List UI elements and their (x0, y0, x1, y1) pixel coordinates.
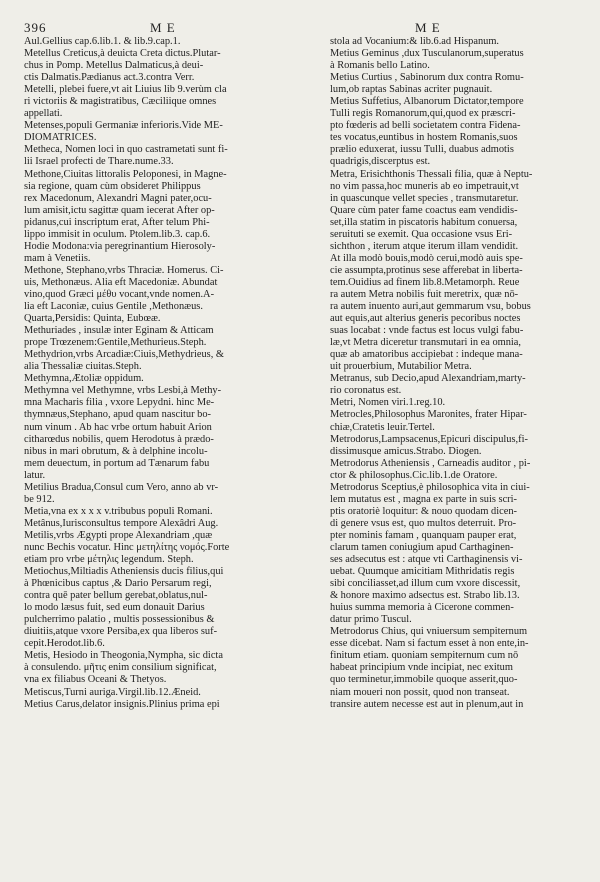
entry-line: Metelli, plebei fuere,vt ait Liuius lib 9.verùm cla (24, 84, 227, 96)
entry-line: ctis Dalmatis.Pædianus act.3.contra Verr. (24, 72, 195, 84)
dictionary-entry (24, 482, 316, 506)
entry-line: uis, Methonæus. Alia eft Macedoniæ. Abundat (24, 276, 218, 288)
entry-line: Metius Carus,delator insignis.Plinius prima epi (24, 698, 220, 710)
entry-line: be 912. (24, 493, 55, 505)
entry-line: pto fœderis ad belli societatem contra Fidena- (330, 120, 521, 132)
dictionary-entry (330, 458, 584, 482)
entry-line: num vinum . Ab hac vrbe ortum habuit Arion (24, 421, 212, 433)
entry-line: ri victoriis & magistratibus, Cæciliique omnes (24, 96, 217, 108)
entry-line: Metius Suffetius, Albanorum Dictator,tempore (330, 96, 524, 108)
entry-line: & honore maximo adsectus est. Strabo lib.13. (330, 590, 520, 602)
entry-line: Metranus, sub Decio,apud Alexandriam,marty- (330, 373, 526, 385)
dictionary-entry (330, 397, 584, 409)
entry-line: contra quē pater bellum gerebat,oblatus,nul- (24, 590, 208, 602)
entry-line: pulcherrimo palatio , multis possessionibus & (24, 614, 215, 626)
entry-line: DIOMATRICES. (24, 132, 97, 144)
entry-line: vino,quod Græci μέθυ vocant,vnde nomen.A- (24, 288, 215, 300)
entry-line: uit prouerbium, Mutabilior Metra. (330, 361, 472, 373)
entry-line: Metiochus,Miltiadis Atheniensis ducis filius,qui (24, 566, 224, 578)
entry-line: nunc Bechis vocatur. Hinc μετηλίτης νομός.Forte (24, 541, 230, 553)
dictionary-entry (24, 144, 316, 168)
dictionary-entry (330, 72, 584, 96)
entry-line: Metiscus,Turni auriga.Virgil.lib.12.Æneid. (24, 686, 201, 698)
entry-line: rio coronatus est. (330, 385, 402, 397)
entry-line: Metia,vna ex x x x v.tribubus populi Romani. (24, 505, 213, 517)
entry-line: diuitiis,atque vxore Persiba,ex qua liberos suf- (24, 626, 218, 638)
entry-line: lii Israel profecti de Thare.nume.33. (24, 156, 174, 168)
entry-line: Metrodorus Sceptius,è philosophica vita in ciui- (330, 481, 530, 493)
entry-line: ses adsecutus est : atque vti Carthaginensis vi- (330, 554, 523, 566)
entry-line: thymnæus,Stephano, apud quam nascitur bo- (24, 409, 212, 421)
entry-line: à Phœnicibus captus ,& Dario Persarum regi, (24, 578, 212, 590)
entry-line: Tulli regis Romanorum,qui,quod ex præscri- (330, 108, 516, 120)
entry-line: prope Trœzenem:Gentile,Methurieus.Steph. (24, 337, 207, 349)
entry-line: appellati. (24, 108, 63, 120)
entry-line: Metânus,Iurisconsultus tempore Alexâdri Aug. (24, 517, 219, 529)
entry-line: lia eft Laconiæ, cuius Gentile ,Methonæus. (24, 301, 203, 313)
entry-line: Metra, Erisichthonis Thessali filia, quæ à Neptu- (330, 168, 533, 180)
dictionary-entry (330, 434, 584, 458)
page-number: 396 (24, 20, 47, 35)
dictionary-entry (24, 84, 316, 120)
entry-line: set,illa statim in piscatoris habitum conuersa, (330, 216, 518, 228)
entry-line: Metius Curtius , Sabinorum dux contra Romu- (330, 72, 524, 84)
entry-line: tes vocatus,euntibus in hostem Romanis,suos (330, 132, 518, 144)
entry-line: chus in Pomp. Metellus Dalmaticus,à deui- (24, 60, 204, 72)
entry-line: cie assumpta,protinus sese afferebat in liberta- (330, 264, 523, 276)
running-head-left: M E (150, 20, 176, 35)
entry-line: lum amisit,ictu sagittæ quam iecerat After op- (24, 204, 215, 216)
entry-line: dissimusque amicus.Strabo. Diogen. (330, 445, 482, 457)
entry-line: stola ad Vocanium:& lib.6.ad Hispanum. (330, 36, 500, 47)
entry-line: Quare cùm pater fame coactus eam vendidis- (330, 204, 518, 216)
entry-line: Methone,Ciuitas littoralis Peloponesi, in Magne- (24, 168, 227, 180)
entry-line: Methymna vel Methymne, vrbs Lesbi,à Methy- (24, 385, 222, 397)
entry-line: Metrodorus Atheniensis , Carneadis auditor , pi- (330, 457, 531, 469)
entry-line: Metius Geminus ,dux Tusculanorum,superatus (330, 48, 524, 60)
entry-line: latur. (24, 469, 46, 481)
entry-line: pter nominis famam , quanquam pauper erat, (330, 529, 517, 541)
entry-line: niam moueri non possit, quod non transeat. (330, 686, 510, 698)
dictionary-entry (24, 265, 316, 325)
entry-line: Aul.Gellius cap.6.lib.1. & lib.9.cap.1. (24, 36, 181, 47)
dictionary-entry (24, 506, 316, 518)
entry-line: huius summa memoria à Cicerone commen- (330, 602, 514, 614)
left-column (24, 36, 316, 711)
dictionary-entry (24, 325, 316, 349)
entry-line: mem deuectum, in portum ad Tænarum fabu (24, 457, 210, 469)
right-column (330, 36, 584, 711)
entry-line: Methydrion,vrbs Arcadiæ:Ciuis,Methydrieus, & (24, 349, 225, 361)
entry-line: pidanus,cui inscriptum erat, After telum Phi- (24, 216, 210, 228)
entry-line: Metrodorus Chius, qui vniuersum sempiternum (330, 626, 528, 638)
entry-line: Metilius Bradua,Consul cum Vero, anno ab vr- (24, 481, 219, 493)
entry-line: alia Thessaliæ ciuitas.Steph. (24, 361, 142, 373)
entry-line: Metilis,vrbs Ægypti prope Alexandriam ,quæ (24, 529, 213, 541)
entry-line: tem.Ouidius ad finem lib.8.Metamorph. Reue (330, 276, 520, 288)
dictionary-entry (24, 687, 316, 699)
dictionary-entry (330, 482, 584, 627)
entry-line: Methymna,Ætoliæ oppidum. (24, 373, 144, 385)
dictionary-entry (24, 518, 316, 530)
entry-line: esse dicebat. Nam si factum esset à non ente,in- (330, 638, 529, 650)
entry-line: seruituti se exemit. Qua occasione vsus Eri- (330, 228, 513, 240)
entry-line: finitum etiam. quoniam sempiternum cum nō (330, 650, 519, 662)
entry-line: transire autem necesse est aut in plenum,aut in (330, 698, 524, 710)
entry-line: etiam pro vrbe μέτηλις legendum. Steph. (24, 554, 194, 566)
entry-line: cepit.Herodot.lib.6. (24, 638, 105, 650)
entry-line: Metrodorus,Lampsacenus,Epicuri discipulus,fi- (330, 433, 528, 445)
entry-line: quadrigis,discerptus est. (330, 156, 431, 168)
entry-line: uebat. Quumque amicitiam Mithridatis regis (330, 566, 515, 578)
entry-line: Metenses,populi Germaniæ inferioris.Vide ME- (24, 120, 223, 132)
dictionary-entry (24, 36, 316, 48)
entry-line: mam à Venetiis. (24, 252, 91, 264)
dictionary-entry (24, 566, 316, 650)
entry-line: datur primo Tuscul. (330, 614, 412, 626)
entry-line: At illa modò bouis,modò cerui,modò auis spe- (330, 252, 523, 264)
entry-line: aut equis,aut alterius generis pecoribus noctes (330, 313, 521, 325)
entry-line: vna ex filiabus Oceani & Thetyos. (24, 674, 167, 686)
dictionary-entry (24, 120, 316, 144)
dictionary-entry (24, 48, 316, 84)
entry-line: di genere vsus est, quo multos deterruit. Pro- (330, 517, 517, 529)
entry-line: Metri, Nomen viri.1.reg.10. (330, 397, 446, 409)
dictionary-entry (330, 373, 584, 397)
dictionary-entry (330, 626, 584, 710)
entry-line: nibus in mari obrutum, & à delphine incolu- (24, 445, 208, 457)
entry-line: Methuriades , insulæ inter Eginam & Atticam (24, 325, 214, 337)
entry-line: lem mutatus est , magna ex parte in suis scri- (330, 493, 517, 505)
entry-line: ra autem inuento auri,aut gemmarum vsu, bobus (330, 301, 531, 313)
dictionary-entry (330, 48, 584, 72)
entry-line: clarum tamen coniugium apud Carthaginen- (330, 541, 514, 553)
entry-line: Methone, Stephano,vrbs Thraciæ. Homerus. Ci- (24, 264, 224, 276)
entry-line: no vim passa,hoc muneris ab eo impetrauit,vt (330, 180, 519, 192)
entry-line: læ,vt Metra diceretur transmutari in ea omnia, (330, 337, 522, 349)
entry-line: chiæ,Cratetis leuir.Tertel. (330, 421, 435, 433)
dictionary-entry (24, 385, 316, 481)
entry-line: rex Macedonum, Alexandri Magni pater,ocu- (24, 192, 212, 204)
dictionary-entry (330, 169, 584, 374)
entry-line: ptis oratoriè loquitur: & nouo quodam dicen- (330, 505, 517, 517)
dictionary-entry (24, 530, 316, 566)
entry-line: quo terminetur,immobile quoque asserit,quo- (330, 674, 518, 686)
dictionary-entry (330, 409, 584, 433)
dictionary-entry (24, 373, 316, 385)
entry-line: sibi conciliasset,ad illum cum vxore discessit, (330, 578, 521, 590)
running-head-right: M E (415, 20, 441, 35)
entry-line: Metrocles,Philosophus Maronites, frater Hipar- (330, 409, 527, 421)
entry-line: Metellus Creticus,à deuicta Creta dictus.Plutar- (24, 48, 221, 60)
dictionary-entry (24, 650, 316, 686)
entry-line: lippo immisit in oculum. Ptolem.lib.3. cap.6. (24, 228, 211, 240)
entry-line: citharœdus nobilis, quem Herodotus à prædo- (24, 433, 214, 445)
dictionary-entry (24, 169, 316, 265)
dictionary-entry (330, 96, 584, 168)
entry-line: quæ ab amatoribus accipiebat : indeque mana- (330, 349, 523, 361)
entry-line: Metheca, Nomen loci in quo castrametati sunt fi- (24, 144, 228, 156)
entry-line: mna Macharis filia , vxore Lepydni. hinc Me- (24, 397, 215, 409)
entry-line: prælio eduxerat, iussu Tulli, duabus admotis (330, 144, 514, 156)
entry-line: in quascunque vellet species , transmutaretur. (330, 192, 519, 204)
entry-line: Quarta,Persidis: Quinta, Eubœæ. (24, 313, 161, 325)
entry-line: suas locabat : vnde factus est locus vulgi fabu- (330, 325, 524, 337)
entry-line: à Romanis bello Latino. (330, 60, 430, 72)
entry-line: à consulendo. μῆτις enim consilium significat, (24, 662, 217, 674)
dictionary-entry (330, 36, 584, 48)
entry-line: lo modo læsus fuit, sed eum donauit Darius (24, 602, 205, 614)
entry-line: sia regione, quam cùm obsideret Philippus (24, 180, 201, 192)
entry-line: ra autem Metra nobilis fuit meretrix, quæ nō- (330, 288, 519, 300)
dictionary-entry (24, 699, 316, 711)
entry-line: sichthon , iterum atque iterum illam vendidit. (330, 240, 519, 252)
entry-line: Metis, Hesiodo in Theogonia,Nympha, sic dicta (24, 650, 223, 662)
entry-line: lum,ob raptas Sabinas acriter pugnauit. (330, 84, 493, 96)
entry-line: Hodie Modona:via peregrinantium Hierosoly- (24, 240, 216, 252)
entry-line: habeat principium vnde incipiat, nec exitum (330, 662, 513, 674)
entry-line: ctor & philosophus.Cic.lib.1.de Oratore. (330, 469, 498, 481)
dictionary-entry (24, 349, 316, 373)
